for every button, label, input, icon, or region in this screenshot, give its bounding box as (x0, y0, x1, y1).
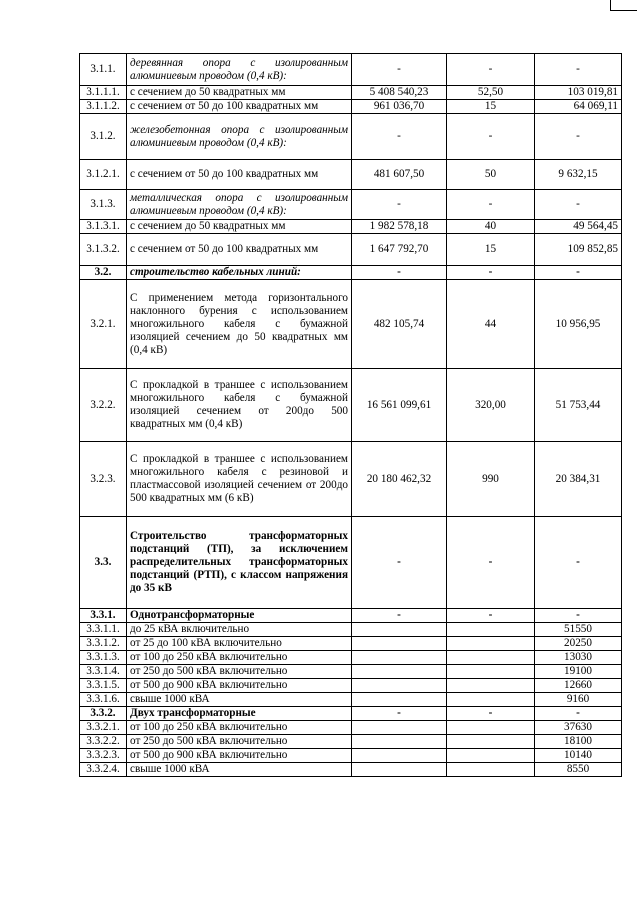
value-2-cell (447, 721, 535, 735)
value-1-cell (352, 623, 447, 637)
table-row (80, 707, 622, 721)
value-2-cell (447, 749, 535, 763)
value-2-cell: 50 (447, 160, 535, 190)
row-name-cell: от 25 до 100 кВА включительно (127, 637, 352, 651)
row-number-cell: 3.3. (80, 517, 127, 609)
row-name-cell: с сечением от 50 до 100 квадратных мм (127, 160, 352, 190)
value-3-cell: 19100 (535, 665, 622, 679)
row-number-cell: 3.1.2. (80, 114, 127, 160)
row-name-cell: до 25 кВА включительно (127, 623, 352, 637)
value-2-cell: 44 (447, 280, 535, 369)
row-number-cell: 3.3.1.1. (80, 623, 127, 637)
table-row (80, 442, 622, 517)
value-1-cell: 5 408 540,23 (352, 86, 447, 100)
row-number-cell: 3.3.1.3. (80, 651, 127, 665)
value-2-cell (447, 665, 535, 679)
value-3-cell: 49 564,45 (535, 220, 622, 234)
value-2-cell: - (447, 266, 535, 280)
value-1-cell: 482 105,74 (352, 280, 447, 369)
table-row (80, 266, 622, 280)
row-number-cell: 3.3.2.1. (80, 721, 127, 735)
value-1-cell: 20 180 462,32 (352, 442, 447, 517)
row-name-cell: от 500 до 900 кВА включительно (127, 749, 352, 763)
value-3-cell: 13030 (535, 651, 622, 665)
row-number-cell: 3.3.1. (80, 609, 127, 623)
value-2-cell (447, 679, 535, 693)
row-name-cell: С прокладкой в траншее с использованием многожильного кабеля с бумажной изоляцией сечением от 200до 500 квадратных мм (0,4 кВ) (127, 369, 352, 442)
row-name-cell: от 500 до 900 кВА включительно (127, 679, 352, 693)
row-number-cell: 3.2. (80, 266, 127, 280)
row-number-cell: 3.2.3. (80, 442, 127, 517)
table-row (80, 190, 622, 220)
value-3-cell: - (535, 609, 622, 623)
value-1-cell: - (352, 517, 447, 609)
row-number-cell: 3.2.1. (80, 280, 127, 369)
value-1-cell: - (352, 190, 447, 220)
table-row (80, 651, 622, 665)
value-2-cell: 15 (447, 234, 535, 266)
table-row (80, 609, 622, 623)
row-number-cell: 3.1.3. (80, 190, 127, 220)
row-name-cell: Двух трансформаторные (127, 707, 352, 721)
value-1-cell: - (352, 707, 447, 721)
value-2-cell (447, 637, 535, 651)
row-name-cell: С прокладкой в траншее с использованием многожильного кабеля с резиновой и пластмассовой изоляцией сечением от 200до 500 квадратных мм (6 кВ) (127, 442, 352, 517)
table-row (80, 623, 622, 637)
table-row (80, 234, 622, 266)
value-3-cell: 18100 (535, 735, 622, 749)
page-corner-mark (610, 0, 637, 11)
table-row (80, 749, 622, 763)
value-2-cell: 320,00 (447, 369, 535, 442)
value-2-cell (447, 623, 535, 637)
value-1-cell: - (352, 266, 447, 280)
row-name-cell: строительство кабельных линий: (127, 266, 352, 280)
row-number-cell: 3.1.1.1. (80, 86, 127, 100)
value-3-cell: - (535, 266, 622, 280)
value-1-cell: 1 982 578,18 (352, 220, 447, 234)
value-3-cell: 8550 (535, 763, 622, 777)
value-3-cell: 10140 (535, 749, 622, 763)
value-1-cell (352, 679, 447, 693)
value-3-cell: 20250 (535, 637, 622, 651)
value-1-cell (352, 721, 447, 735)
value-2-cell (447, 693, 535, 707)
value-2-cell (447, 651, 535, 665)
row-number-cell: 3.1.1. (80, 54, 127, 86)
value-1-cell: - (352, 54, 447, 86)
row-number-cell: 3.3.1.2. (80, 637, 127, 651)
row-number-cell: 3.3.1.5. (80, 679, 127, 693)
row-name-cell: Однотрансформаторные (127, 609, 352, 623)
row-name-cell: С применением метода горизонтального наклонного бурения с использованием многожильного кабеля с бумажной изоляцией сечением до 50 квадратных мм (0,4 кВ) (127, 280, 352, 369)
value-3-cell: 12660 (535, 679, 622, 693)
row-number-cell: 3.2.2. (80, 369, 127, 442)
value-3-cell: 64 069,11 (535, 100, 622, 114)
row-name-cell: свыше 1000 кВА (127, 763, 352, 777)
value-2-cell: 15 (447, 100, 535, 114)
tariff-table (79, 53, 622, 777)
value-2-cell: - (447, 707, 535, 721)
value-2-cell: 40 (447, 220, 535, 234)
row-name-cell: с сечением до 50 квадратных мм (127, 220, 352, 234)
row-name-cell: с сечением до 50 квадратных мм (127, 86, 352, 100)
value-3-cell: 10 956,95 (535, 280, 622, 369)
row-name-cell: Строительство трансформаторных подстанций (ТП), за исключением распределительных трансформаторных подстанций (РТП), с классом напряжения до 35 кВ (127, 517, 352, 609)
value-1-cell (352, 749, 447, 763)
table-row (80, 665, 622, 679)
value-2-cell: 990 (447, 442, 535, 517)
row-name-cell: железобетонная опора с изолированным алюминиевым проводом (0,4 кВ): (127, 114, 352, 160)
table-row (80, 637, 622, 651)
table-row (80, 86, 622, 100)
value-3-cell: 9160 (535, 693, 622, 707)
tariff-table-body (80, 54, 622, 777)
row-number-cell: 3.1.3.1. (80, 220, 127, 234)
value-3-cell: 51 753,44 (535, 369, 622, 442)
value-2-cell: - (447, 517, 535, 609)
value-2-cell: - (447, 114, 535, 160)
table-row (80, 517, 622, 609)
value-1-cell (352, 665, 447, 679)
value-3-cell: - (535, 190, 622, 220)
row-name-cell: свыше 1000 кВА (127, 693, 352, 707)
value-3-cell: 37630 (535, 721, 622, 735)
value-2-cell: 52,50 (447, 86, 535, 100)
table-row (80, 100, 622, 114)
row-number-cell: 3.1.1.2. (80, 100, 127, 114)
value-1-cell: 1 647 792,70 (352, 234, 447, 266)
value-1-cell: 16 561 099,61 (352, 369, 447, 442)
value-3-cell: - (535, 114, 622, 160)
value-2-cell: - (447, 609, 535, 623)
row-number-cell: 3.3.2.4. (80, 763, 127, 777)
row-number-cell: 3.3.2.2. (80, 735, 127, 749)
value-1-cell: 481 607,50 (352, 160, 447, 190)
value-2-cell: - (447, 190, 535, 220)
table-row (80, 114, 622, 160)
table-row (80, 693, 622, 707)
value-1-cell (352, 637, 447, 651)
table-row (80, 763, 622, 777)
value-3-cell: 103 019,81 (535, 86, 622, 100)
row-name-cell: от 100 до 250 кВА включительно (127, 651, 352, 665)
value-3-cell: 20 384,31 (535, 442, 622, 517)
row-number-cell: 3.1.3.2. (80, 234, 127, 266)
table-row (80, 160, 622, 190)
value-2-cell: - (447, 54, 535, 86)
row-name-cell: металлическая опора с изолированным алюминиевым проводом (0,4 кВ): (127, 190, 352, 220)
value-1-cell: - (352, 609, 447, 623)
row-number-cell: 3.3.1.4. (80, 665, 127, 679)
value-3-cell: - (535, 54, 622, 86)
value-1-cell (352, 735, 447, 749)
value-1-cell (352, 763, 447, 777)
table-row (80, 735, 622, 749)
table-row (80, 280, 622, 369)
table-row (80, 54, 622, 86)
row-name-cell: деревянная опора с изолированным алюминиевым проводом (0,4 кВ): (127, 54, 352, 86)
table-row (80, 369, 622, 442)
value-3-cell: - (535, 707, 622, 721)
value-1-cell: - (352, 114, 447, 160)
value-1-cell: 961 036,70 (352, 100, 447, 114)
row-name-cell: от 250 до 500 кВА включительно (127, 665, 352, 679)
row-name-cell: с сечением от 50 до 100 квадратных мм (127, 100, 352, 114)
table-row (80, 721, 622, 735)
row-name-cell: от 100 до 250 кВА включительно (127, 721, 352, 735)
row-number-cell: 3.3.1.6. (80, 693, 127, 707)
table-row (80, 679, 622, 693)
row-number-cell: 3.3.2. (80, 707, 127, 721)
value-2-cell (447, 763, 535, 777)
value-1-cell (352, 651, 447, 665)
row-number-cell: 3.3.2.3. (80, 749, 127, 763)
table-row (80, 220, 622, 234)
row-name-cell: от 250 до 500 кВА включительно (127, 735, 352, 749)
row-number-cell: 3.1.2.1. (80, 160, 127, 190)
row-name-cell: с сечением от 50 до 100 квадратных мм (127, 234, 352, 266)
value-3-cell: - (535, 517, 622, 609)
value-3-cell: 109 852,85 (535, 234, 622, 266)
value-2-cell (447, 735, 535, 749)
value-3-cell: 9 632,15 (535, 160, 622, 190)
value-1-cell (352, 693, 447, 707)
value-3-cell: 51550 (535, 623, 622, 637)
